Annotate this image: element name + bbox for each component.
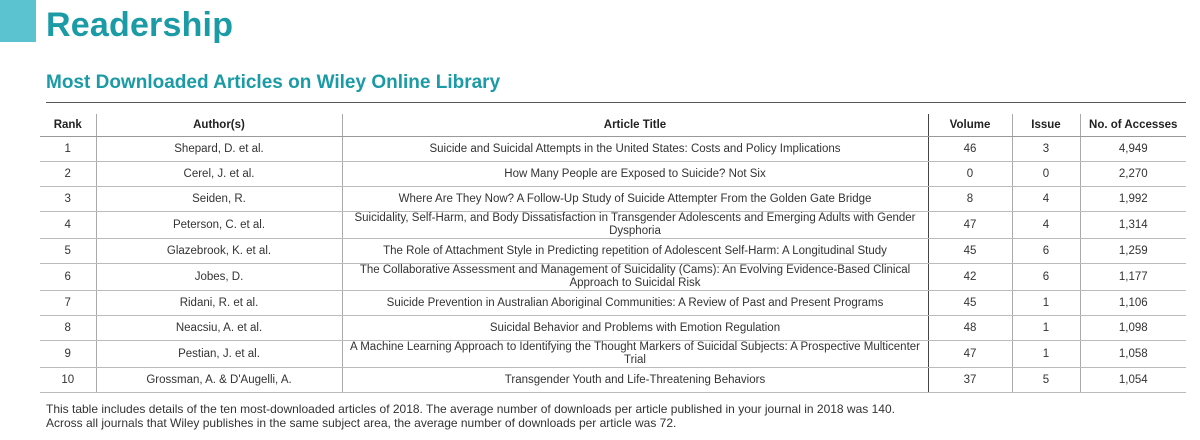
header-article-title: Article Title <box>342 114 928 137</box>
cell-author: Jobes, D. <box>96 264 342 291</box>
table-row <box>40 239 1186 264</box>
section-title: Most Downloaded Articles on Wiley Online Library <box>46 72 501 93</box>
cell-article-title: Suicide Prevention in Australian Aboriginal Communities: A Review of Past and Present Programs <box>342 291 928 316</box>
cell-volume: 8 <box>928 187 1012 212</box>
table-body <box>40 137 1186 393</box>
table-row <box>40 316 1186 341</box>
cell-issue: 1 <box>1012 316 1080 341</box>
cell-accesses: 1,314 <box>1080 212 1186 239</box>
cell-rank: 10 <box>40 368 96 393</box>
header-rank: Rank <box>40 114 96 137</box>
footnote <box>46 402 1146 430</box>
cell-rank: 2 <box>40 162 96 187</box>
cell-article-title: How Many People are Exposed to Suicide? Not Six <box>342 162 928 187</box>
cell-volume: 0 <box>928 162 1012 187</box>
cell-rank: 8 <box>40 316 96 341</box>
cell-volume: 45 <box>928 239 1012 264</box>
cell-author: Cerel, J. et al. <box>96 162 342 187</box>
cell-article-title: Suicide and Suicidal Attempts in the United States: Costs and Policy Implications <box>342 137 928 162</box>
cell-author: Neacsiu, A. et al. <box>96 316 342 341</box>
cell-accesses: 1,992 <box>1080 187 1186 212</box>
cell-volume: 45 <box>928 291 1012 316</box>
cell-rank: 1 <box>40 137 96 162</box>
cell-volume: 48 <box>928 316 1012 341</box>
cell-rank: 4 <box>40 212 96 239</box>
cell-rank: 6 <box>40 264 96 291</box>
cell-volume: 42 <box>928 264 1012 291</box>
cell-rank: 9 <box>40 341 96 368</box>
cell-article-title: Suicidal Behavior and Problems with Emotion Regulation <box>342 316 928 341</box>
cell-author: Grossman, A. & D'Augelli, A. <box>96 368 342 393</box>
cell-author: Shepard, D. et al. <box>96 137 342 162</box>
table-header-row <box>40 114 1186 137</box>
header-accesses: No. of Accesses <box>1080 114 1186 137</box>
cell-author: Ridani, R. et al. <box>96 291 342 316</box>
cell-issue: 1 <box>1012 291 1080 316</box>
cell-volume: 47 <box>928 212 1012 239</box>
cell-article-title: The Role of Attachment Style in Predicting repetition of Adolescent Self-Harm: A Longitudinal Study <box>342 239 928 264</box>
cell-issue: 4 <box>1012 212 1080 239</box>
cell-rank: 3 <box>40 187 96 212</box>
cell-article-title: The Collaborative Assessment and Management of Suicidality (Cams): An Evolving Evidence-Based Clinical Approach to Suicidal Risk <box>342 264 928 291</box>
cell-accesses: 1,098 <box>1080 316 1186 341</box>
cell-volume: 47 <box>928 341 1012 368</box>
divider <box>46 102 1186 103</box>
cell-author: Peterson, C. et al. <box>96 212 342 239</box>
table-row <box>40 187 1186 212</box>
cell-accesses: 1,177 <box>1080 264 1186 291</box>
cell-issue: 6 <box>1012 264 1080 291</box>
cell-issue: 6 <box>1012 239 1080 264</box>
cell-author: Glazebrook, K. et al. <box>96 239 342 264</box>
cell-rank: 5 <box>40 239 96 264</box>
cell-accesses: 1,054 <box>1080 368 1186 393</box>
table-row <box>40 291 1186 316</box>
cell-issue: 0 <box>1012 162 1080 187</box>
page-title: Readership <box>46 6 234 44</box>
cell-accesses: 4,949 <box>1080 137 1186 162</box>
header-authors: Author(s) <box>96 114 342 137</box>
cell-article-title: Suicidality, Self-Harm, and Body Dissatisfaction in Transgender Adolescents and Emerging Adults with Gender Dysphoria <box>342 212 928 239</box>
table-row <box>40 264 1186 291</box>
cell-accesses: 1,106 <box>1080 291 1186 316</box>
table-row <box>40 162 1186 187</box>
cell-article-title: Where Are They Now? A Follow-Up Study of Suicide Attempter From the Golden Gate Bridge <box>342 187 928 212</box>
cell-accesses: 2,270 <box>1080 162 1186 187</box>
cell-rank: 7 <box>40 291 96 316</box>
cell-issue: 4 <box>1012 187 1080 212</box>
table-row <box>40 212 1186 239</box>
cell-accesses: 1,058 <box>1080 341 1186 368</box>
articles-table <box>40 114 1186 393</box>
accent-bar <box>0 0 36 42</box>
header-volume: Volume <box>928 114 1012 137</box>
cell-author: Pestian, J. et al. <box>96 341 342 368</box>
cell-article-title: Transgender Youth and Life-Threatening Behaviors <box>342 368 928 393</box>
footnote-line: Across all journals that Wiley publishes in the same subject area, the average number of downloads per article was 72. <box>46 416 677 430</box>
cell-author: Seiden, R. <box>96 187 342 212</box>
cell-issue: 3 <box>1012 137 1080 162</box>
cell-article-title: A Machine Learning Approach to Identifying the Thought Markers of Suicidal Subjects: A Prospective Multicenter Trial <box>342 341 928 368</box>
cell-volume: 46 <box>928 137 1012 162</box>
cell-accesses: 1,259 <box>1080 239 1186 264</box>
cell-volume: 37 <box>928 368 1012 393</box>
cell-issue: 1 <box>1012 341 1080 368</box>
cell-issue: 5 <box>1012 368 1080 393</box>
header-issue: Issue <box>1012 114 1080 137</box>
table-row <box>40 137 1186 162</box>
footnote-line: This table includes details of the ten most-downloaded articles of 2018. The average number of downloads per article published in your journal in 2018 was 140. <box>46 402 895 416</box>
table-row <box>40 368 1186 393</box>
table-row <box>40 341 1186 368</box>
